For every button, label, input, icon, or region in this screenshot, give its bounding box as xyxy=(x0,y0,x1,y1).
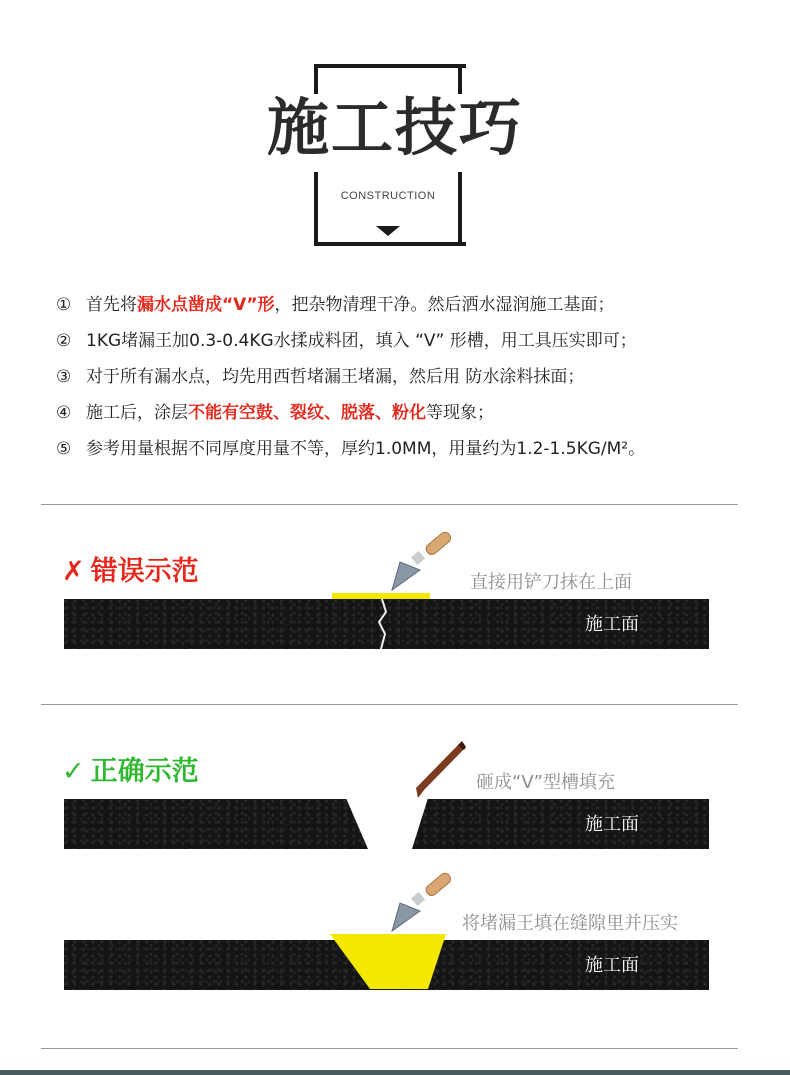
filled-v-groove xyxy=(330,934,446,989)
cross-icon: ✗ xyxy=(62,556,85,587)
step-text: 施工后，涂层 xyxy=(86,403,188,423)
chisel-icon xyxy=(416,741,466,798)
check-icon: ✓ xyxy=(62,756,85,787)
step-text: ，把杂物清理干净。然后洒水湿润施工基面； xyxy=(274,295,615,315)
step-highlight: 不能有空鼓、裂纹、脱落、粉化 xyxy=(188,403,426,423)
step-number: ⑤ xyxy=(56,439,72,459)
step-highlight: 漏水点凿成“V”形 xyxy=(137,295,275,315)
step-text: 参考用量根据不同厚度用量不等，厚约1.0MM，用量约为1.2-1.5KG/M²。 xyxy=(86,439,646,459)
step-number: ② xyxy=(56,331,72,351)
step-text: 首先将 xyxy=(86,295,137,315)
step-text: 等现象； xyxy=(426,403,494,423)
step-text: 对于所有漏水点，均先用西哲堵漏王堵漏，然后用 防水涂料抹面； xyxy=(86,367,585,387)
v-groove xyxy=(346,798,428,849)
yellow-coating-smear xyxy=(332,593,430,599)
trowel-icon xyxy=(392,530,453,590)
fill-caption: 将堵漏王填在缝隙里并压实 xyxy=(462,913,678,934)
wrong-example-caption: 直接用铲刀抹在上面 xyxy=(470,572,632,593)
trowel-icon xyxy=(392,871,453,931)
surface-label: 施工面 xyxy=(585,614,639,635)
crack-line xyxy=(379,599,386,649)
surface-label: 施工面 xyxy=(585,955,639,976)
step-text: 1KG堵漏王加0.3-0.4KG水揉成料团，填入 “V” 形槽，用工具压实即可； xyxy=(86,331,637,351)
step-number: ④ xyxy=(56,403,72,423)
v-groove-caption: 砸成“V”型槽填充 xyxy=(476,772,615,793)
page-subtitle: CONSTRUCTION xyxy=(340,190,436,202)
wrong-example-label: 错误示范 xyxy=(90,556,199,587)
page-title: 施工技巧 xyxy=(266,91,523,164)
step-number: ③ xyxy=(56,367,72,387)
step-number: ① xyxy=(56,295,72,315)
surface-label: 施工面 xyxy=(585,814,639,835)
right-example-label: 正确示范 xyxy=(90,756,199,787)
